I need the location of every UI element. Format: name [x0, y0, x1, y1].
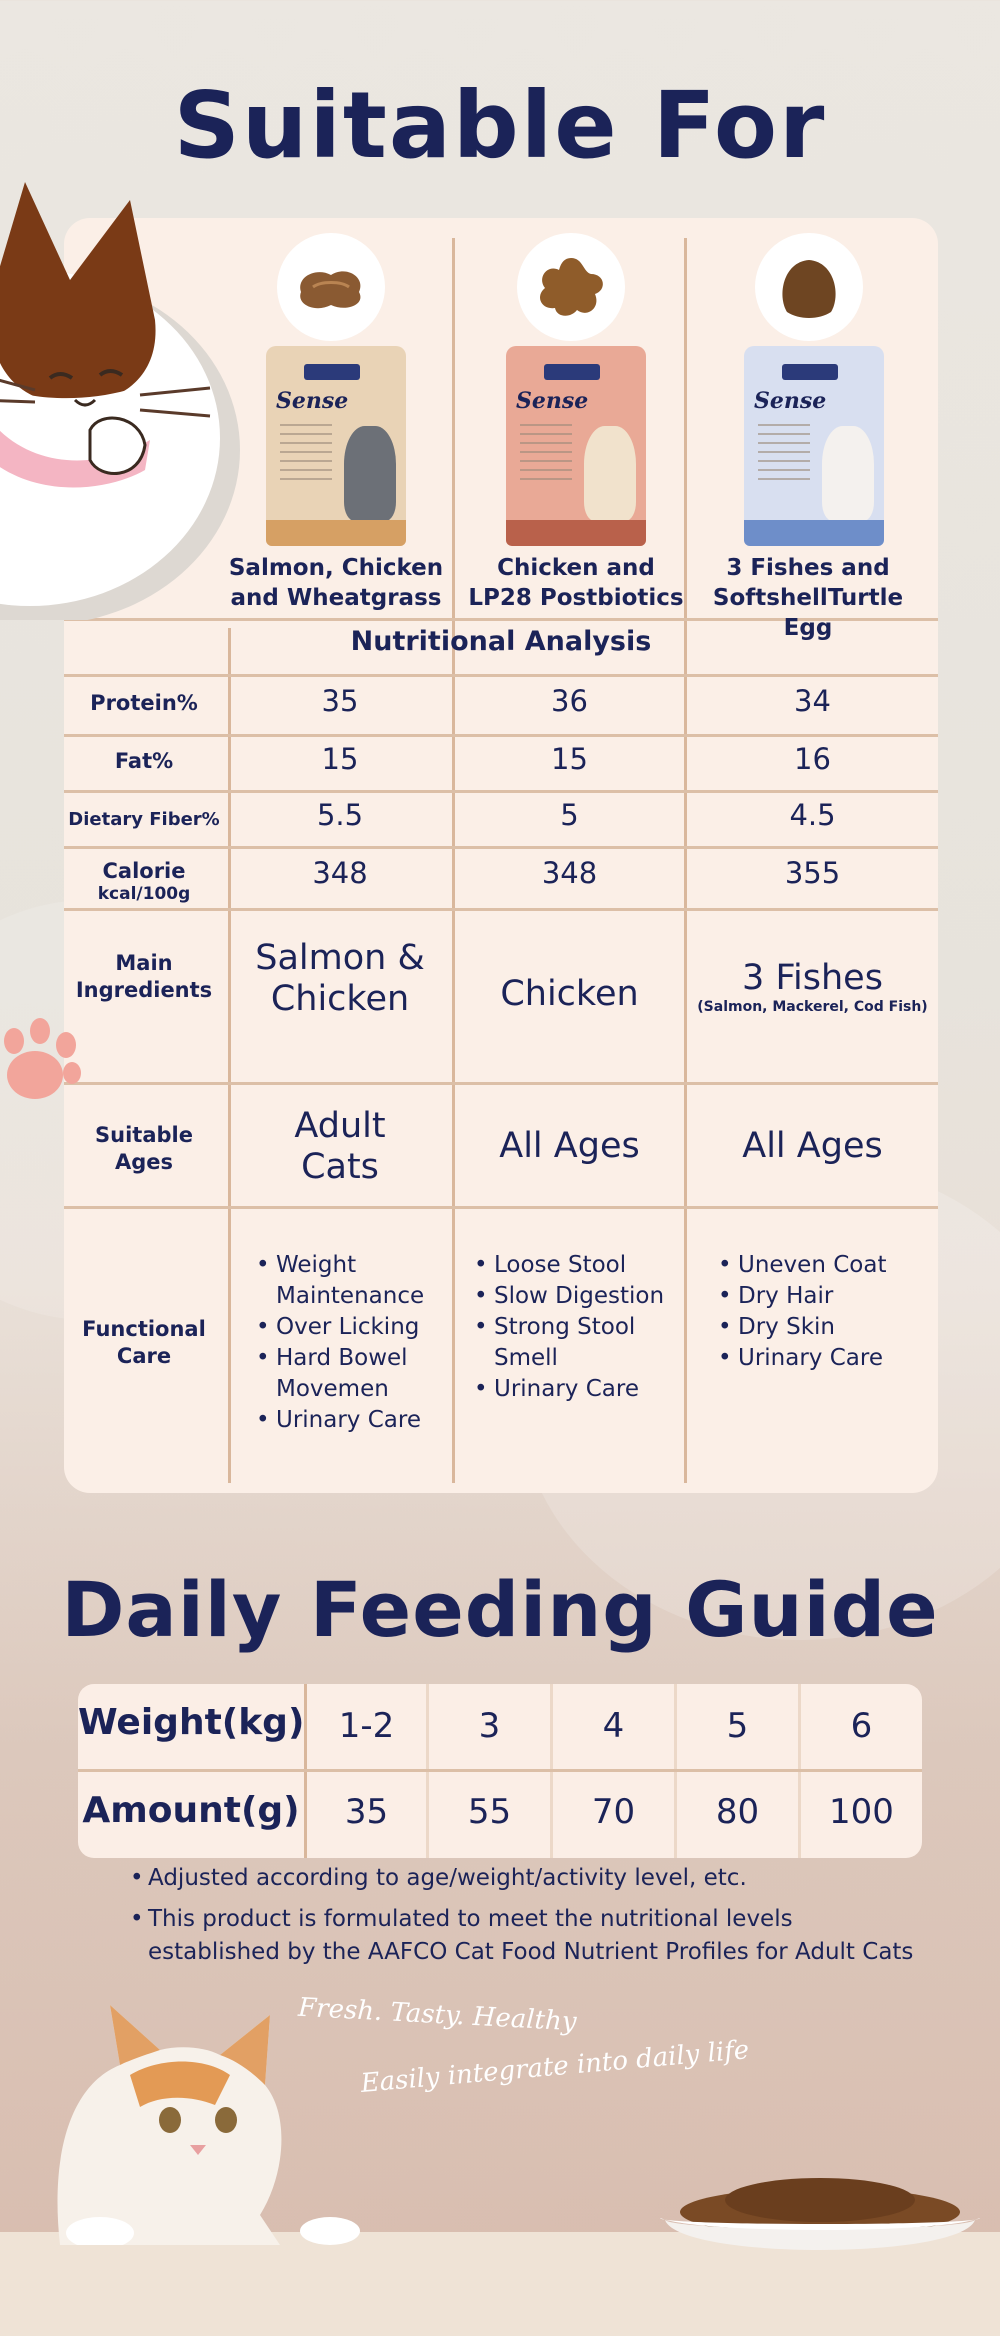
fat-label: Fat% — [114, 749, 174, 773]
protein-value: 36 — [551, 684, 588, 718]
functional-care-list — [718, 1250, 932, 1374]
protein-value: 35 — [321, 684, 359, 718]
weight-value: 6 — [850, 1706, 873, 1746]
amount-header: Amount(g) — [82, 1790, 300, 1831]
product-name: 3 Fishes and SoftshellTurtle Egg — [712, 555, 904, 641]
main-ingredients-value: Chicken — [500, 974, 639, 1014]
cartoon-cat-illustration — [0, 170, 240, 620]
calorie-value: 348 — [541, 856, 598, 890]
kibble-bowl-image — [660, 2172, 980, 2267]
note-item: • Adjusted according to age/weight/activity level, etc. — [130, 1862, 930, 1895]
dietary-fiber-label: Dietary Fiber% — [68, 809, 220, 830]
functional-care-list — [474, 1250, 686, 1405]
fat-value: 15 — [321, 742, 359, 776]
list-item: • Slow Digestion — [474, 1281, 686, 1312]
suitable-ages-label: Suitable Ages — [95, 1123, 193, 1174]
fat-value: 15 — [551, 742, 588, 776]
functional-care-list — [256, 1250, 452, 1436]
calorie-label: Calorie kcal/100g — [97, 859, 191, 904]
paw-print-icon — [0, 1005, 90, 1105]
list-item: • Uneven Coat — [718, 1250, 932, 1281]
list-item: • Strong Stool Smell — [474, 1312, 686, 1374]
weight-header: Weight(kg) — [78, 1702, 305, 1743]
product-name: Salmon, Chicken and Wheatgrass — [228, 555, 444, 611]
calorie-value: 348 — [312, 856, 368, 890]
list-item: • Over Licking — [256, 1312, 452, 1343]
suitable-ages-value: Adult Cats — [294, 1106, 386, 1187]
main-ingredients-value: Salmon & Chicken — [255, 938, 425, 1019]
list-item: • Weight Maintenance — [256, 1250, 452, 1312]
list-item: • Loose Stool — [474, 1250, 686, 1281]
daily-feeding-guide-title: Daily Feeding Guide — [61, 1565, 939, 1654]
cat-photo — [30, 1995, 360, 2245]
row-divider — [64, 790, 938, 793]
weight-value: 1-2 — [338, 1706, 395, 1746]
slogan-line-1: Fresh. Tasty. Healthy — [297, 1992, 578, 2038]
row-divider — [64, 1206, 938, 1209]
list-item: • Urinary Care — [718, 1343, 932, 1374]
protein-label: Protein% — [90, 691, 198, 715]
product-bag-image: Sense — [506, 346, 646, 546]
kibble-image — [755, 233, 863, 341]
fat-value: 16 — [794, 742, 831, 776]
nutritional-analysis-heading: Nutritional Analysis — [350, 626, 652, 657]
product-name: Chicken and LP28 Postbiotics — [468, 555, 684, 611]
feeding-notes — [130, 1862, 930, 1977]
row-divider — [64, 734, 938, 737]
feeding-table — [78, 1684, 922, 1858]
list-item: • Dry Hair — [718, 1281, 932, 1312]
main-ingredients-label: Main Ingredients — [75, 951, 213, 1002]
functional-care-label: Functional Care — [82, 1317, 206, 1368]
protein-value: 34 — [794, 684, 831, 718]
amount-value: 70 — [591, 1792, 636, 1832]
fiber-value: 4.5 — [789, 798, 836, 832]
main-ingredients-value: 3 Fishes (Salmon, Mackerel, Cod Fish) — [697, 958, 928, 1015]
amount-value: 55 — [467, 1792, 512, 1832]
note-item: • This product is formulated to meet the nutritional levels established by the AAFCO Cat Food Nutrient Profiles for Adult Cats — [130, 1903, 930, 1969]
kibble-image — [277, 233, 385, 341]
weight-value: 3 — [478, 1706, 501, 1746]
product-bag-image: Sense — [266, 346, 406, 546]
row-divider — [78, 1769, 922, 1772]
list-item: • Urinary Care — [474, 1374, 686, 1405]
amount-value: 100 — [829, 1792, 894, 1832]
row-divider — [64, 1082, 938, 1085]
kibble-image — [517, 233, 625, 341]
row-divider — [64, 846, 938, 849]
slogan-line-2: Easily integrate into daily life — [359, 2035, 751, 2099]
amount-value: 80 — [715, 1792, 760, 1832]
weight-value: 4 — [602, 1706, 625, 1746]
suitable-for-title: Suitable For — [173, 72, 827, 179]
fiber-value: 5 — [560, 798, 579, 832]
calorie-value: 355 — [784, 856, 841, 890]
product-bag-image: Sense — [744, 346, 884, 546]
weight-value: 5 — [726, 1706, 749, 1746]
suitable-ages-value: All Ages — [499, 1126, 640, 1166]
fiber-value: 5.5 — [316, 798, 364, 832]
list-item: • Dry Skin — [718, 1312, 932, 1343]
list-item: • Hard Bowel Movemen — [256, 1343, 452, 1405]
amount-value: 35 — [344, 1792, 389, 1832]
row-divider — [64, 674, 938, 677]
suitable-ages-value: All Ages — [742, 1126, 883, 1166]
list-item: • Urinary Care — [256, 1405, 452, 1436]
row-divider — [64, 908, 938, 911]
